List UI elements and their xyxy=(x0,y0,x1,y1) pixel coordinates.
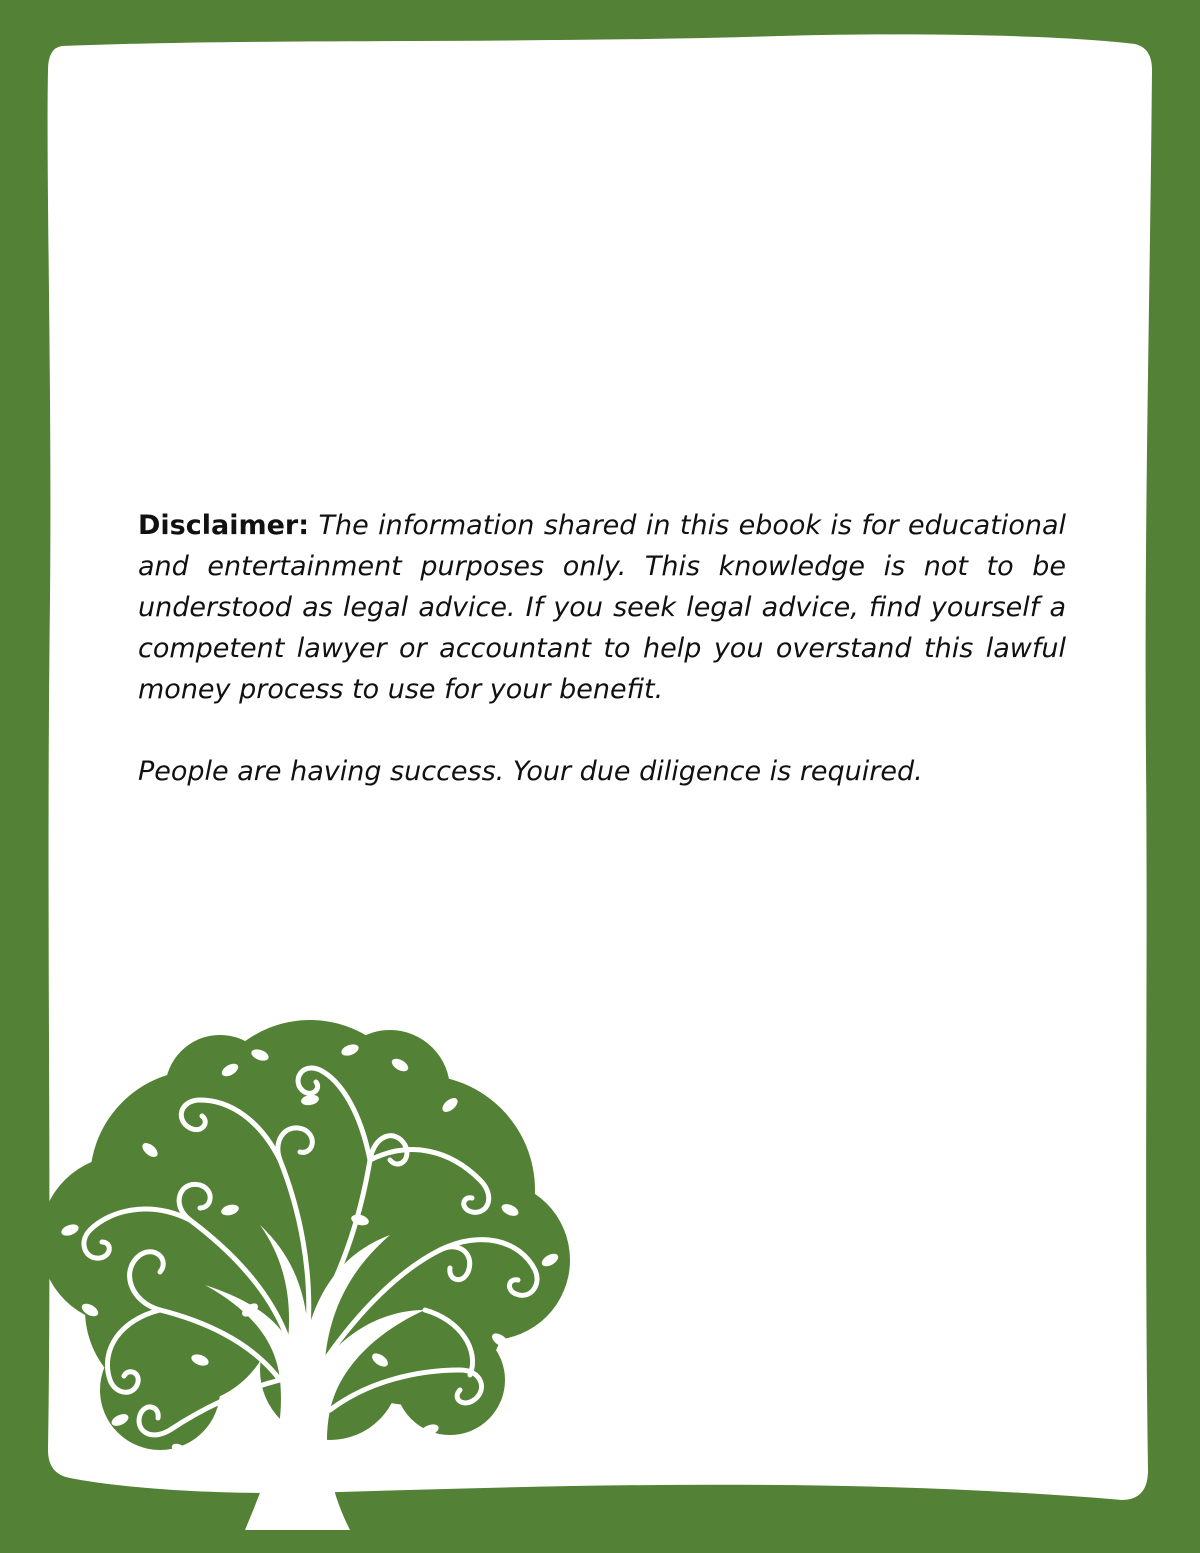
disclaimer-body: The information shared in this ebook is for educational and entertainment purposes only. This knowledge is not to be understood as legal advice. If you seek legal advice, find yourself a competent lawyer or accountant to help you overstand this lawful money process to use for your benefit. xyxy=(138,510,1066,705)
swirl-tree-illustration-icon xyxy=(30,1010,590,1530)
disclaimer-paragraph xyxy=(138,505,1066,710)
disclaimer-text-block xyxy=(138,505,1066,792)
disclaimer-label: Disclaimer: xyxy=(138,510,310,541)
due-diligence-note: People are having success. Your due diligence is required. xyxy=(138,756,923,787)
